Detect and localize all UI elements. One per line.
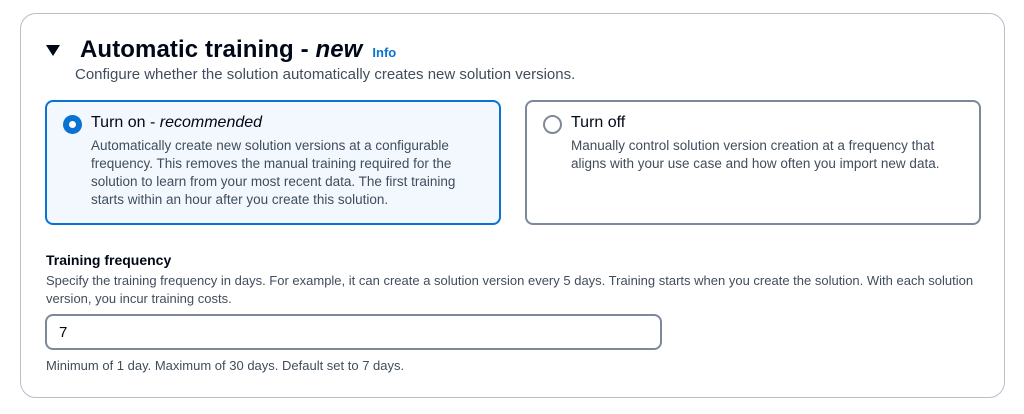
section-header [46,36,396,64]
training-frequency-label: Training frequency [46,252,172,268]
training-frequency-constraint: Minimum of 1 day. Maximum of 30 days. Default set to 7 days. [46,358,405,373]
option-turn-on-description: Automatically create new solution versions at a configurable frequency. This removes the manual training required for the solution to learn from your most recent data. The first training starts within an hour after you create this solution. [91,138,456,207]
option-turn-on-label-emphasis: recommended [159,114,263,131]
section-title [80,36,362,64]
radio-turn-off[interactable] [543,115,562,134]
training-frequency-input[interactable] [45,314,662,350]
section-title-text: Automatic training - [80,36,316,63]
info-link[interactable]: Info [372,44,397,60]
option-turn-off-label: Turn off [571,114,626,131]
option-turn-on-label-text: Turn on - [91,114,160,131]
section-title-suffix: new [315,36,363,63]
expand-caret-icon[interactable] [46,45,60,56]
radio-turn-on[interactable] [63,115,82,134]
option-turn-on[interactable] [45,100,501,225]
option-turn-on-label [91,114,262,132]
option-turn-off[interactable] [525,100,981,225]
training-frequency-description: Specify the training frequency in days. For example, it can create a solution version every 5 days. Training starts when you create the solution. With each solution version, you incur training costs. [46,273,974,306]
option-turn-off-description: Manually control solution version creation at a frequency that aligns with your use case and how often you import new data. [571,138,940,171]
section-description: Configure whether the solution automatically creates new solution versions. [75,66,576,83]
